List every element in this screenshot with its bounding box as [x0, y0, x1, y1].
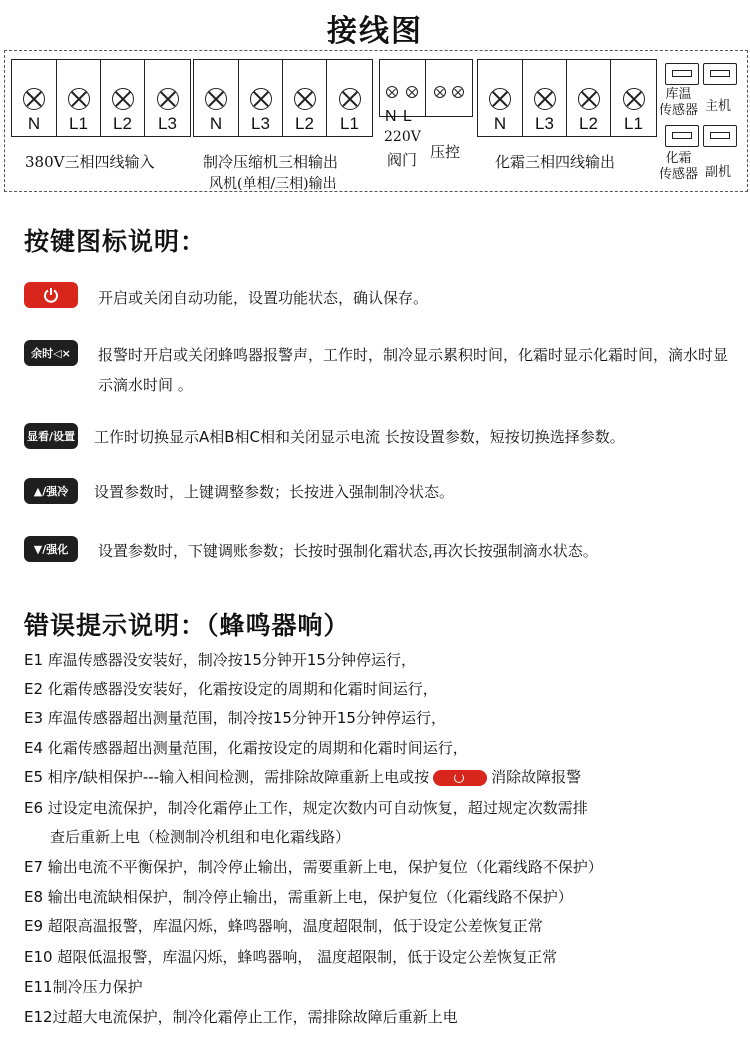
- error-item: E12过超大电流保护，制冷化霜停止工作，需排除故障后重新上电: [24, 1008, 458, 1026]
- pressure-caption: 压控: [430, 143, 461, 161]
- power-icon: [433, 770, 487, 786]
- terminal: L3: [145, 60, 190, 136]
- terminal-block-compressor: [193, 59, 373, 137]
- terminal: L1: [57, 60, 101, 136]
- down-key: [24, 536, 78, 562]
- compressor-caption: 制冷压缩机三相输出: [203, 153, 339, 171]
- key-desc: 设置参数时，上键调整参数；长按进入强制制冷状态。: [94, 483, 455, 501]
- error-item: E6 过设定电流保护，制冷化霜停止工作，规定次数内可自动恢复，超过规定次数需排: [24, 799, 588, 817]
- wiring-diagram: [4, 50, 748, 192]
- terminal-block-defrost: [477, 59, 657, 137]
- terminal: L1: [327, 60, 372, 136]
- terminal: L2: [101, 60, 145, 136]
- terminal: L1: [611, 60, 656, 136]
- error-item: E10 超限低温报警，库温闪烁，蜂鸣器响， 温度超限制，低于设定公差恢复正常: [24, 948, 558, 966]
- settings-key: [24, 423, 78, 449]
- up-icon: ▲/强冷: [33, 485, 69, 498]
- terminal-block-input: [11, 59, 191, 137]
- settings-icon: 显看/设置: [26, 430, 76, 443]
- error-item: E2 化霜传感器没安装好，化霜按设定的周期和化霜时间运行，: [24, 680, 438, 698]
- screw-icon: [205, 88, 227, 110]
- screw-icon: [434, 86, 446, 98]
- screw-icon: [250, 88, 272, 110]
- key-desc: 开启或关闭自动功能，设置功能状态，确认保存。: [98, 289, 429, 307]
- screw-icon: [452, 86, 464, 98]
- error-item: E3 库温传感器超出测量范围，制冷按15分钟开15分钟停运行，: [24, 709, 446, 727]
- key-desc: 设置参数时，下键调账参数；长按时强制化霜状态,再次长按强制滴水状态。: [98, 542, 598, 560]
- mute-key: [24, 340, 78, 366]
- main-unit-label: 主机: [705, 99, 732, 114]
- screw-icon: [489, 88, 511, 110]
- terminal: N: [12, 60, 57, 136]
- screw-icon: [157, 88, 179, 110]
- error-item: E11制冷压力保护: [24, 978, 143, 996]
- up-key: [24, 478, 78, 504]
- screw-icon: [406, 86, 418, 98]
- sub-unit-label: 副机: [705, 165, 732, 180]
- terminal: L3: [239, 60, 283, 136]
- connector-icon: [703, 63, 737, 85]
- error-item: E8 输出电流缺相保护，制冷停止输出，需重新上电，保护复位（化霜线路不保护）: [24, 888, 573, 906]
- screw-icon: [534, 88, 556, 110]
- valve-caption: 阀门: [387, 151, 418, 169]
- keys-heading: 按键图标说明：: [24, 227, 207, 256]
- screw-icon: [112, 88, 134, 110]
- page-title: 接线图: [327, 14, 423, 49]
- mute-icon: 余时◁×: [31, 347, 71, 360]
- key-desc: 报警时开启或关闭蜂鸣器报警声，工作时，制冷显示累积时间，化霜时显示化霜时间，滴水时显示滴水时间 。: [98, 346, 729, 394]
- terminal: N: [194, 60, 239, 136]
- terminal: [426, 60, 472, 116]
- screw-icon: [386, 86, 398, 98]
- defrost-caption: 化霜三相四线输出: [495, 153, 616, 171]
- key-desc: 工作时切换显示A相B相C相和关闭显示电流 长按设置参数，短按切换选择参数。: [94, 428, 625, 446]
- valve-n-label: N: [385, 108, 397, 125]
- terminal: L3: [523, 60, 567, 136]
- terminal: L2: [283, 60, 327, 136]
- power-icon: [43, 287, 59, 303]
- terminal: L2: [567, 60, 611, 136]
- fan-caption: 风机(单相/三相)输出: [209, 176, 337, 192]
- error-item: E4 化霜传感器超出测量范围，化霜按设定的周期和化霜时间运行，: [24, 739, 468, 757]
- error-item: E1 库温传感器没安装好，制冷按15分钟开15分钟停运行，: [24, 651, 416, 669]
- screw-icon: [623, 88, 645, 110]
- error-item-e5: E5 相序/缺相保护---输入相间检测，需排除故障重新上电或按 消除故障报警: [24, 768, 582, 786]
- down-icon: ▼/强化: [33, 543, 69, 556]
- screw-icon: [68, 88, 90, 110]
- screw-icon: [23, 88, 45, 110]
- valve-l-label: L: [403, 108, 412, 125]
- screw-icon: [339, 88, 361, 110]
- connector-icon: [665, 125, 699, 147]
- error-item: E7 输出电流不平衡保护，制冷停止输出，需要重新上电，保护复位（化霜线路不保护）: [24, 858, 603, 876]
- connector-icon: [665, 63, 699, 85]
- valve-voltage-caption: 220V: [384, 129, 421, 145]
- errors-heading: 错误提示说明：（蜂鸣器响）: [24, 611, 350, 640]
- input-caption: 380V三相四线输入: [25, 153, 155, 171]
- room-temp-sensor-label: 库温 传感器: [659, 87, 699, 118]
- screw-icon: [294, 88, 316, 110]
- error-item-continuation: 查后重新上电（检测制冷机组和电化霜线路）: [50, 828, 351, 846]
- defrost-sensor-label: 化霜 传感器: [659, 151, 699, 182]
- error-item: E9 超限高温报警，库温闪烁，蜂鸣器响，温度超限制，低于设定公差恢复正常: [24, 917, 543, 935]
- terminal: N: [478, 60, 523, 136]
- power-key: [24, 282, 78, 308]
- screw-icon: [578, 88, 600, 110]
- connector-icon: [703, 125, 737, 147]
